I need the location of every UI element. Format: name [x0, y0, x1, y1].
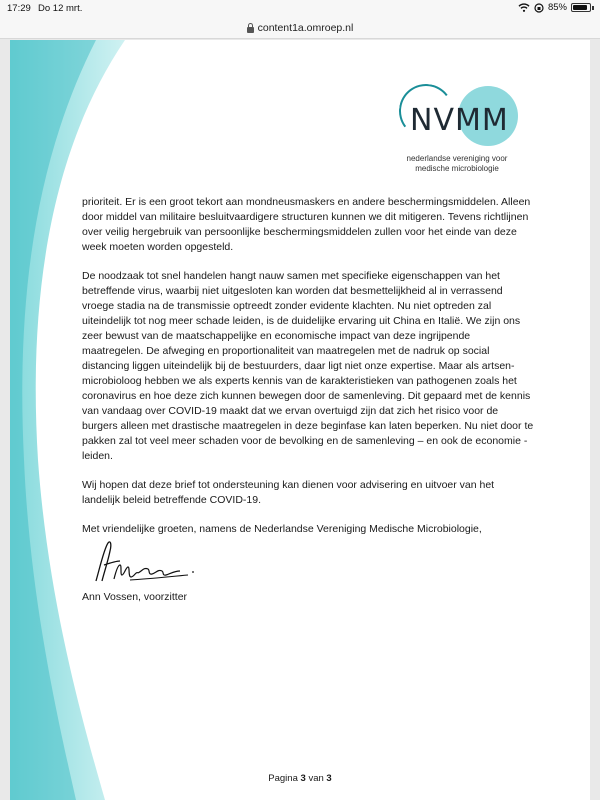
url-text[interactable]: content1a.omroep.nl	[257, 22, 354, 34]
wifi-icon	[518, 3, 530, 12]
footer-prefix: Pagina	[268, 773, 301, 784]
address-bar[interactable]	[0, 18, 600, 39]
status-time: 17:29	[7, 3, 31, 14]
logo-text: NVMM	[410, 103, 509, 138]
paragraph: prioriteit. Er is een groot tekort aan mondneusmaskers en andere beschermingsmiddelen. Alleen door middel van militaire besluitvaardigere structuren kunnen we dit mitigeren. Tevens richtlijnen over veilig hergebruik van persoonlijke beschermingsmiddelen zullen voor het einde van deze week moeten worden opgesteld.	[82, 196, 531, 253]
paragraph: De noodzaak tot snel handelen hangt nauw samen met specifieke eigenschappen van het betreffende virus, waarbij niet uitgesloten kan worden dat besmettelijkheid al in verrassend vroege stadia na de transmissie optreedt zonder evidente klachten. Nu niet optreden zal uiteindelijk tot nog meer schade leiden, is de duidelijke ervaring uit China en Italië. We zijn ons zeer bewust van de maatschappelijke en economische impact van deze ingrijpende maatregelen. De afweging en proportionaliteit van maatregelen met de nadruk op social distancing liggen uiteindelijk bij de bestuurders, daar ligt niet onze expertise. Maar als artsen-microbioloog hebben we als experts kennis van de karakteristieken van pathogenen zoals het coronavirus en hoe deze zich kunnen bewegen door de samenleving. Dit gepaard met de kennis van vandaag over COVID-19 maakt dat we ervan overtuigd zijn dat zich het risico voor de burgers alleen met drastische maatregelen in deze beginfase kan laten beperken. Nu niet door te pakken zal tot veel meer schaden voor de bevolking en de samenleving – en ook de economie - leiden.	[82, 270, 534, 462]
signer-name: Ann Vossen, voorzitter	[82, 591, 188, 603]
nvmm-logo	[392, 76, 522, 186]
page-footer	[10, 773, 590, 784]
letter-body	[82, 195, 534, 537]
battery-tip	[592, 6, 594, 10]
footer-total-pages: 3	[326, 773, 332, 784]
status-bar	[0, 0, 600, 18]
document-page	[10, 40, 590, 800]
footer-current-page: 3	[300, 773, 306, 784]
lock-icon	[247, 27, 254, 33]
closing-line: Met vriendelijke groeten, namens de Nederlandse Vereniging Medische Microbiologie,	[82, 523, 482, 535]
battery-percentage: 85%	[547, 2, 567, 13]
signature	[90, 537, 200, 587]
battery-level	[573, 5, 587, 10]
logo-subtitle	[392, 154, 522, 174]
footer-middle: van	[305, 773, 327, 784]
status-date: Do 12 mrt.	[38, 3, 83, 14]
paragraph: Wij hopen dat deze brief tot ondersteuning kan dienen voor advisering en uitvoer van het landelijk beleid betreffende COVID-19.	[82, 479, 495, 506]
logo-subtitle-line-1: nederlandse vereniging voor	[406, 154, 508, 163]
status-indicators	[518, 2, 594, 13]
orientation-lock-icon	[534, 3, 544, 13]
battery-icon	[571, 3, 591, 12]
logo-subtitle-line-2: medische microbiologie	[415, 164, 499, 173]
